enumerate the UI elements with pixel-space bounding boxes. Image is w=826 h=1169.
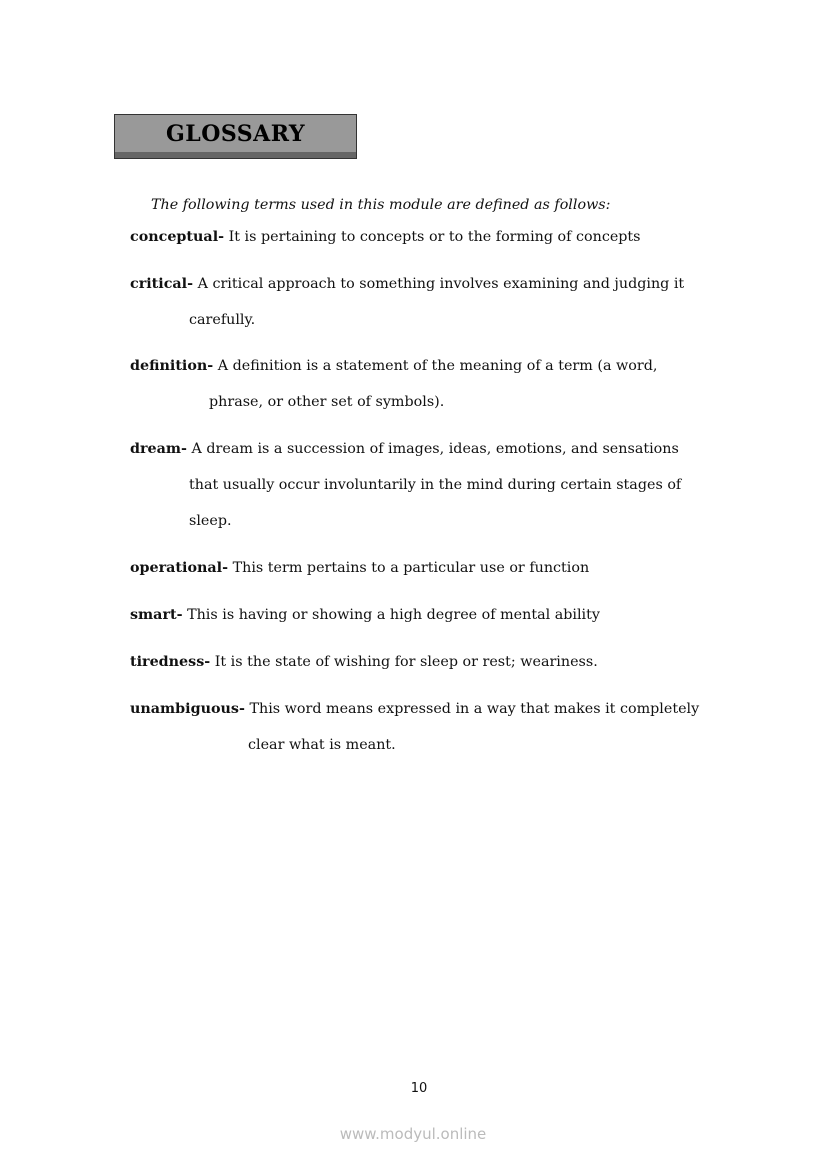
term: definition- — [130, 358, 214, 374]
heading-shadow-band — [115, 152, 356, 158]
term: tiredness- — [130, 654, 211, 670]
term: dream- — [130, 441, 187, 457]
watermark: www.modyul.online — [339, 1125, 487, 1143]
definition: A dream is a succession of images, ideas, emotions, and sensations — [191, 441, 679, 457]
entry-unambiguous — [130, 699, 699, 719]
term: operational- — [130, 560, 229, 576]
entry-conceptual — [130, 227, 641, 247]
definition-continued: phrase, or other set of symbols). — [209, 394, 445, 410]
entry-smart — [130, 605, 600, 625]
definition-continued: carefully. — [189, 312, 256, 328]
glossary-heading-box — [114, 114, 357, 159]
definition: This word means expressed in a way that makes it completely — [249, 701, 700, 717]
definition: This term pertains to a particular use or function — [232, 560, 590, 576]
definition: This is having or showing a high degree of mental ability — [187, 607, 600, 623]
term: conceptual- — [130, 229, 225, 245]
entry-critical — [130, 274, 684, 294]
definition-continued: sleep. — [189, 513, 232, 529]
definition-continued: that usually occur involuntarily in the mind during certain stages of — [189, 477, 682, 493]
page-number: 10 — [410, 1081, 428, 1096]
page-title: GLOSSARY — [165, 121, 306, 147]
entry-dream — [130, 439, 679, 459]
entry-tiredness — [130, 652, 598, 672]
term: unambiguous- — [130, 701, 245, 717]
term: smart- — [130, 607, 183, 623]
definition: A definition is a statement of the meaning of a term (a word, — [217, 358, 658, 374]
definition: A critical approach to something involves examining and judging it — [197, 276, 685, 292]
term: critical- — [130, 276, 194, 292]
definition: It is pertaining to concepts or to the forming of concepts — [228, 229, 641, 245]
intro-text: The following terms used in this module are defined as follows: — [151, 197, 611, 213]
entry-definition — [130, 356, 657, 376]
entry-operational — [130, 558, 589, 578]
definition-continued: clear what is meant. — [248, 737, 396, 753]
definition: It is the state of wishing for sleep or rest; weariness. — [214, 654, 598, 670]
